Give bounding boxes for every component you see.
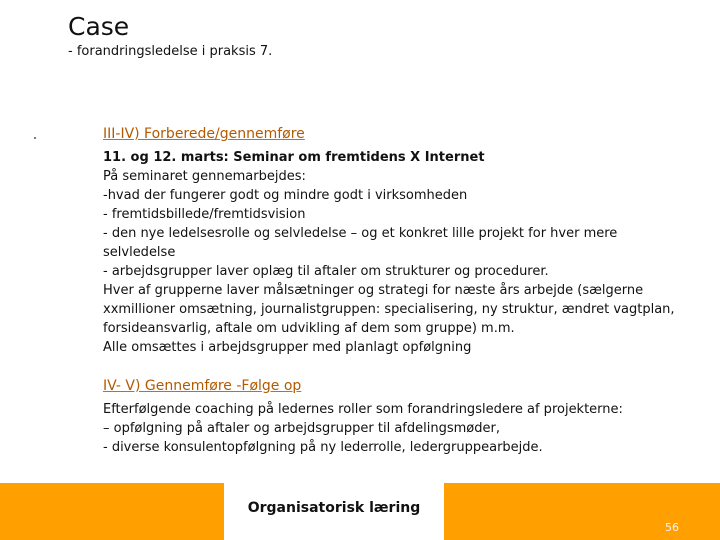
body-line: - den nye ledelsesrolle og selvledelse – og et konkret lille projekt for hver mere xyxy=(103,226,618,241)
body-line: Alle omsættes i arbejdsgrupper med planlagt opfølgning xyxy=(103,340,472,355)
body-line: Hver af grupperne laver målsætninger og strategi for næste års arbejde (sælgerne xyxy=(103,283,644,298)
body-line: Efterfølgende coaching på ledernes roller som forandringsledere af projekterne: xyxy=(103,402,623,417)
slide-subtitle: - forandringsledelse i praksis 7. xyxy=(68,44,273,59)
slide-title: Case xyxy=(68,12,130,41)
bullet-dot xyxy=(34,137,36,139)
section-heading: IV- V) Gennemføre -Følge op xyxy=(103,378,302,394)
page-number: 56 xyxy=(665,521,679,534)
body-line: xxmillioner omsætning, journalistgruppen: specialisering, ny struktur, ændret vagtplan, xyxy=(103,302,675,317)
body-line: -hvad der fungerer godt og mindre godt i virksomheden xyxy=(103,188,468,203)
body-line: - arbejdsgrupper laver oplæg til aftaler om strukturer og procedurer. xyxy=(103,264,549,279)
body-line: – opfølgning på aftaler og arbejdsgrupper til afdelingsmøder, xyxy=(103,421,500,436)
body-line: - diverse konsulentopfølgning på ny lederrolle, ledergruppearbejde. xyxy=(103,440,543,455)
section-gennemfoere xyxy=(103,376,703,457)
footer-label: Organisatorisk læring xyxy=(247,500,421,516)
body-line: selvledelse xyxy=(103,245,176,260)
body-line: - fremtidsbillede/fremtidsvision xyxy=(103,207,306,222)
body-line: forsideansvarlig, aftale om udvikling af dem som gruppe) m.m. xyxy=(103,321,515,336)
section-forberede xyxy=(103,124,703,357)
section-heading: III-IV) Forberede/gennemføre xyxy=(103,126,305,142)
section-subheading: 11. og 12. marts: Seminar om fremtidens X Internet xyxy=(103,150,485,165)
body-line: På seminaret gennemarbejdes: xyxy=(103,169,306,184)
